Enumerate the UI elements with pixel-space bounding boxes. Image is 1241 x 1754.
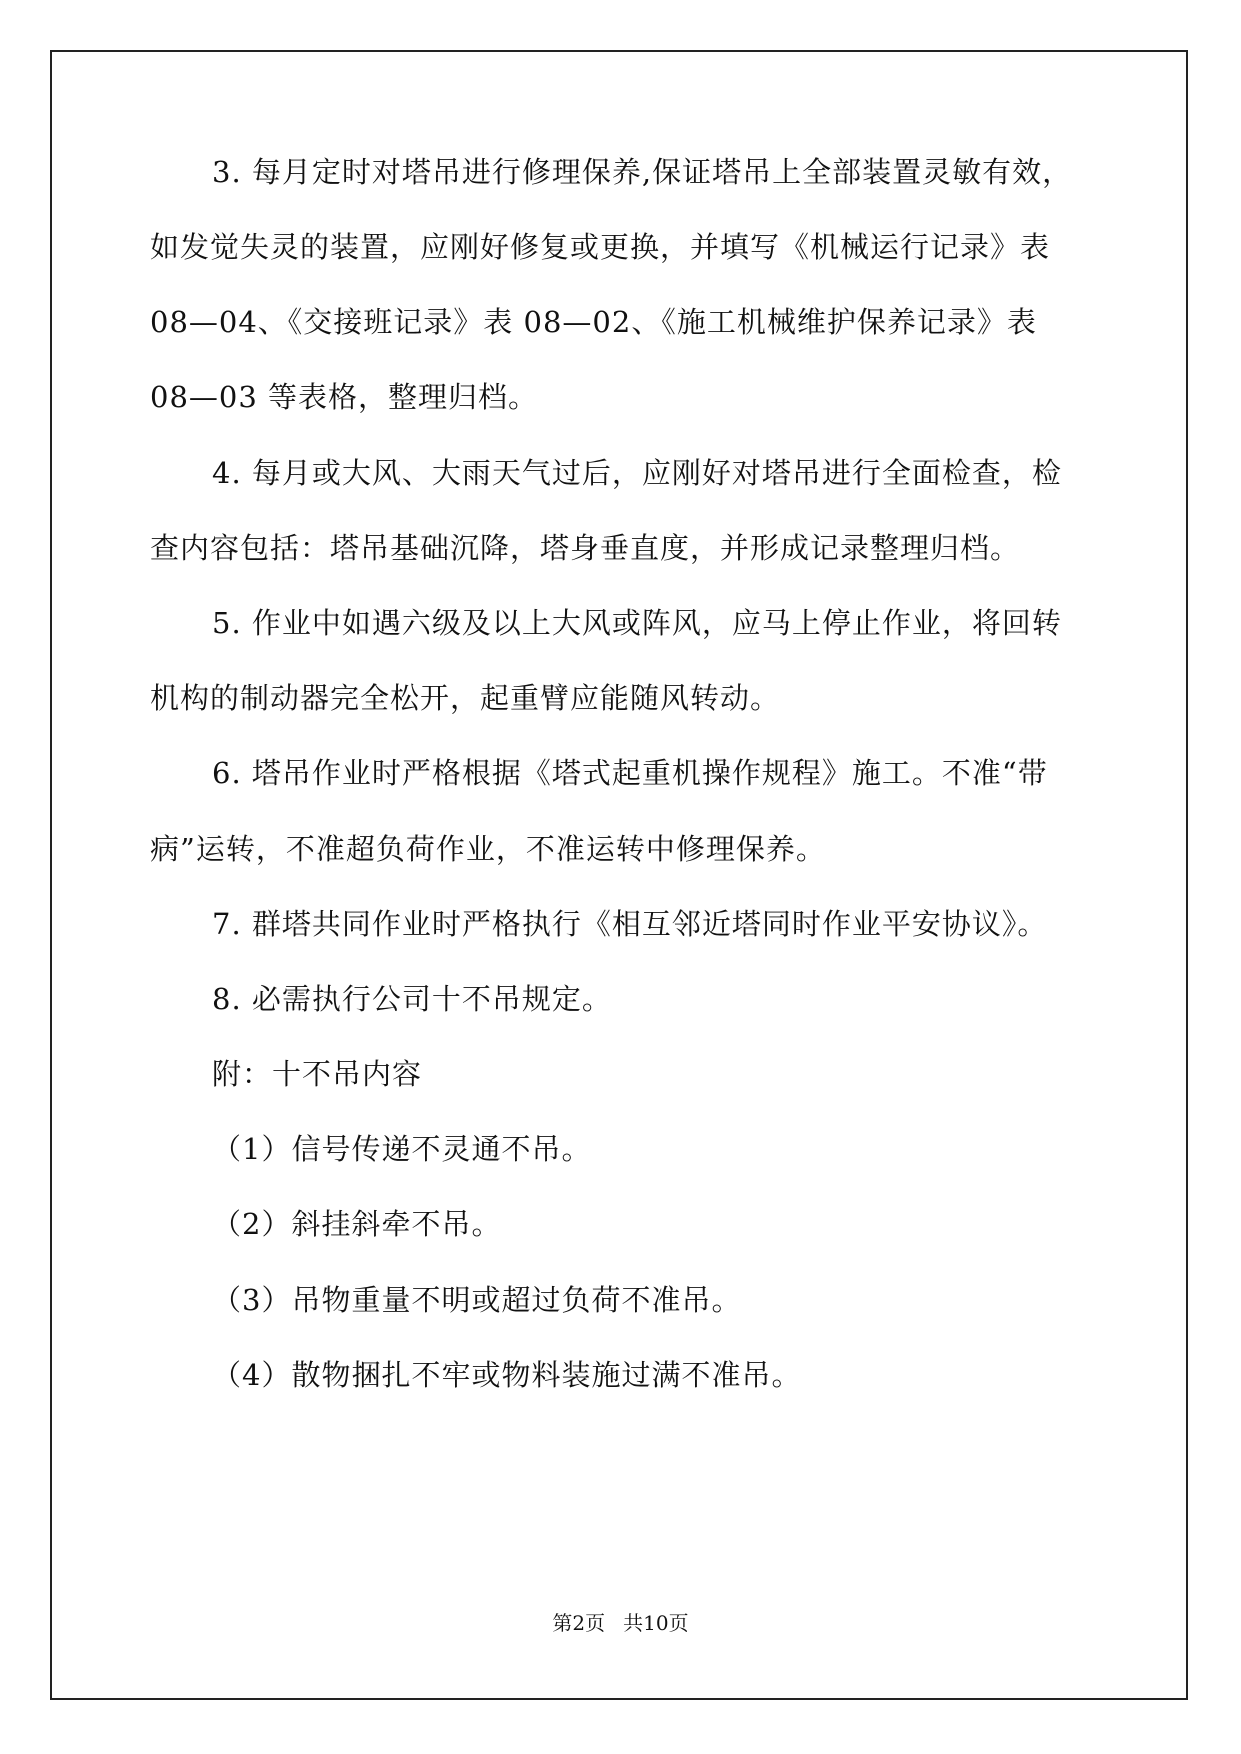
page-border bbox=[50, 50, 1188, 1700]
list-item: （4）散物捆扎不牢或物料装施过满不准吊。 bbox=[212, 1358, 802, 1392]
paragraph-line: 08—04、《交接班记录》表 08—02、《施工机械维护保养记录》表 bbox=[150, 305, 1037, 339]
paragraph-line: 4. 每月或大风、大雨天气过后，应刚好对塔吊进行全面检查，检 bbox=[212, 456, 1062, 490]
paragraph-line: 机构的制动器完全松开，起重臂应能随风转动。 bbox=[150, 681, 781, 715]
paragraph-line: 5. 作业中如遇六级及以上大风或阵风，应马上停止作业，将回转 bbox=[212, 606, 1062, 640]
list-item: （2）斜挂斜牵不吊。 bbox=[212, 1207, 502, 1241]
paragraph-line: 查内容包括：塔吊基础沉降，塔身垂直度，并形成记录整理归档。 bbox=[150, 531, 1021, 565]
paragraph-line: 病”运转，不准超负荷作业，不准运转中修理保养。 bbox=[150, 832, 826, 866]
page-number: 第2页 bbox=[552, 1611, 606, 1635]
paragraph-line: 8. 必需执行公司十不吊规定。 bbox=[212, 982, 612, 1016]
page-footer bbox=[0, 1610, 1241, 1636]
paragraph-line: 6. 塔吊作业时严格根据《塔式起重机操作规程》施工。不准“带 bbox=[212, 756, 1048, 790]
paragraph-line: 如发觉失灵的装置，应刚好修复或更换，并填写《机械运行记录》表 bbox=[150, 230, 1051, 264]
paragraph-line: 08—03 等表格，整理归档。 bbox=[150, 380, 539, 414]
list-item: （1）信号传递不灵通不吊。 bbox=[212, 1132, 592, 1166]
list-item: （3）吊物重量不明或超过负荷不准吊。 bbox=[212, 1283, 742, 1317]
paragraph-line: 7. 群塔共同作业时严格执行《相互邻近塔同时作业平安协议》。 bbox=[212, 907, 1048, 941]
page-total: 共10页 bbox=[623, 1611, 689, 1635]
paragraph-line: 附：十不吊内容 bbox=[212, 1057, 423, 1091]
paragraph-line: 3. 每月定时对塔吊进行修理保养,保证塔吊上全部装置灵敏有效， bbox=[212, 155, 1073, 189]
